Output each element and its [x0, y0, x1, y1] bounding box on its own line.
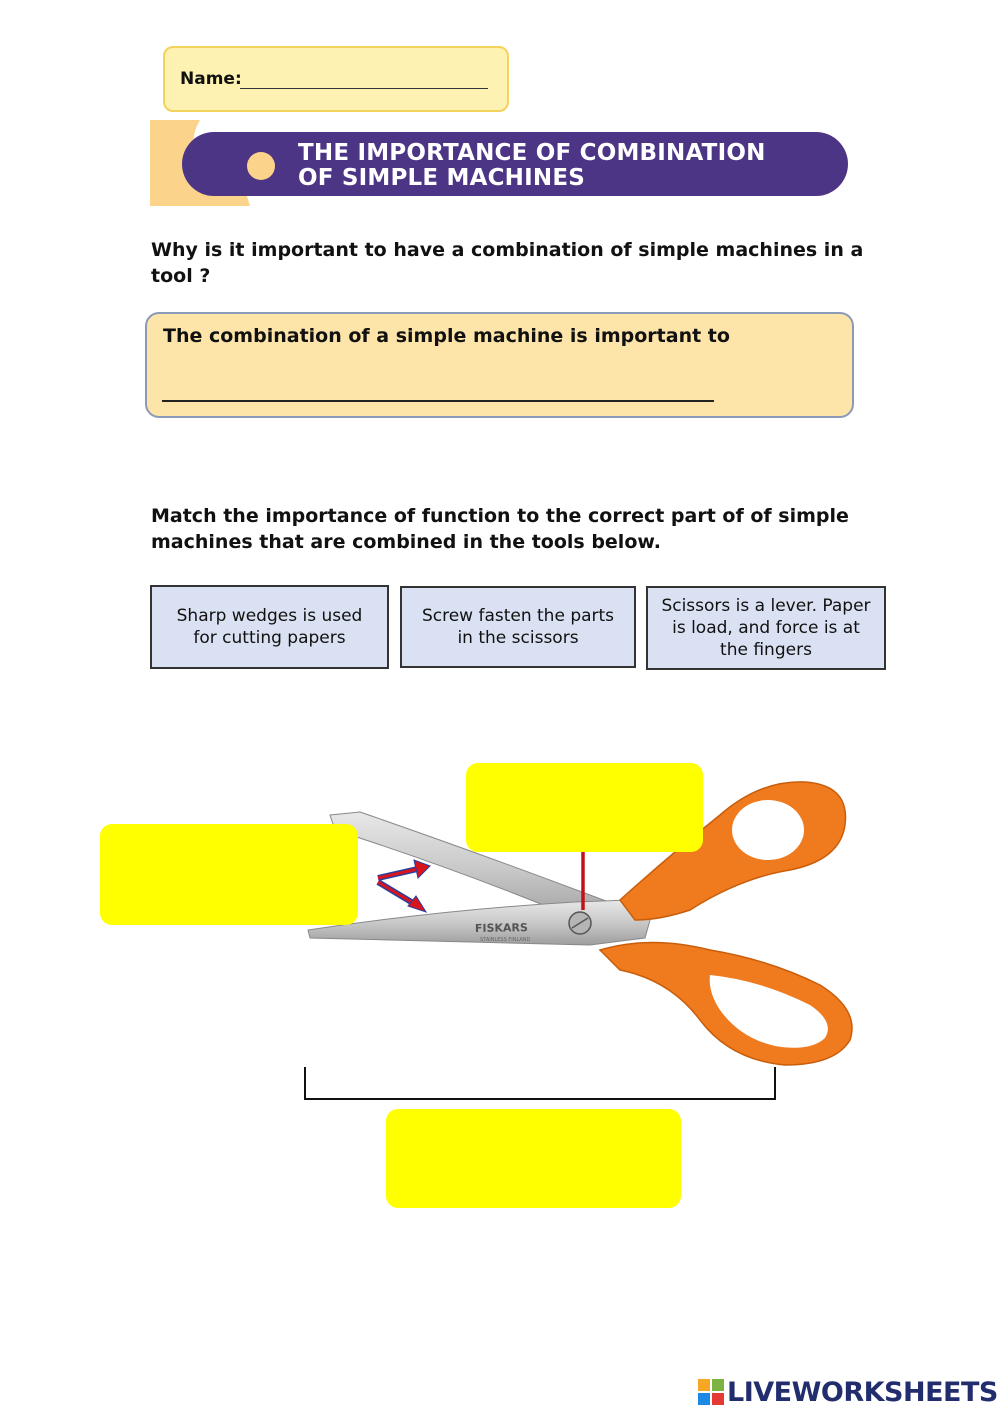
wedge-arrow-upper-inner — [378, 868, 422, 878]
answer-input[interactable] — [165, 372, 714, 400]
question-1: Why is it important to have a combination of simple machines in a tool ? — [151, 239, 864, 287]
option-lever-text: Scissors is a lever. Paper is load, and force is at the fingers — [661, 596, 871, 660]
logo-text: LIVEWORKSHEETS — [727, 1376, 998, 1408]
option-lever[interactable] — [646, 586, 886, 670]
option-wedge-text: Sharp wedges is used for cutting papers — [176, 606, 363, 648]
answer-prompt: The combination of a simple machine is important to — [163, 325, 730, 347]
option-screw[interactable] — [400, 586, 636, 668]
dropzone-wedge[interactable] — [100, 824, 358, 925]
lever-bracket — [300, 1065, 780, 1105]
name-input[interactable] — [242, 66, 490, 90]
title-line-1: THE IMPORTANCE OF COMBINATION — [298, 140, 766, 166]
logo-icon — [697, 1378, 725, 1406]
dropzone-lever[interactable] — [386, 1109, 681, 1208]
answer-underline — [162, 400, 714, 402]
dropzone-screw[interactable] — [466, 763, 703, 852]
brand-subtext: STAINLESS FINLAND — [480, 937, 531, 943]
liveworksheets-logo — [697, 1376, 998, 1408]
upper-handle-hole — [732, 800, 804, 860]
option-wedge[interactable] — [150, 585, 389, 669]
brand-text: FISKARS — [474, 921, 529, 935]
name-label: Name: — [180, 69, 242, 89]
title-line-2: OF SIMPLE MACHINES — [298, 165, 586, 191]
option-screw-text: Screw fasten the parts in the scissors — [421, 606, 615, 648]
question-2: Match the importance of function to the correct part of of simple machines that are combined in the tools below. — [151, 505, 849, 553]
banner-dot — [247, 152, 275, 180]
